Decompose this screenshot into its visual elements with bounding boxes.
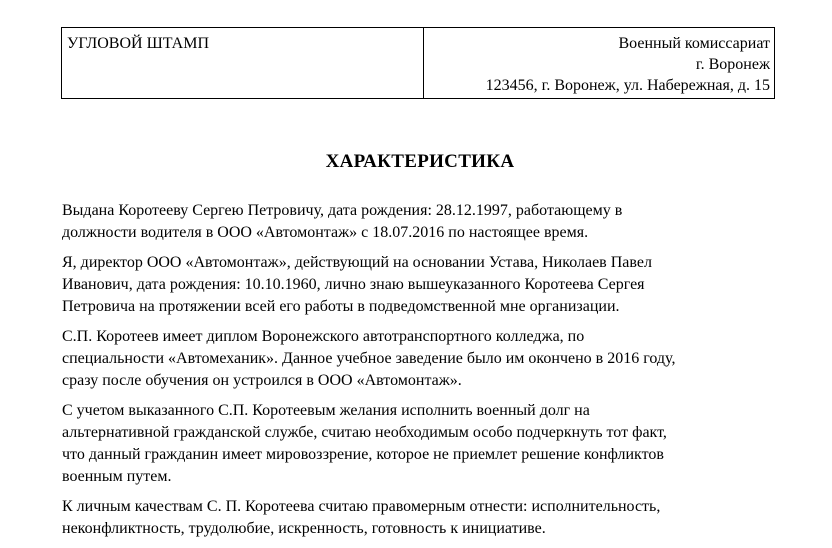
text-line: специальности «Автомеханик». Данное учебное заведение было им окончено в 2016 году, (62, 350, 676, 367)
text-line: неконфликтность, трудолюбие, искренность, готовность к инициативе. (62, 520, 546, 537)
text-line: военным путем. (62, 468, 172, 485)
recipient-address-cell (424, 28, 775, 99)
paragraph-issued-to (62, 200, 782, 244)
text-line: альтернативной гражданской службе, считаю необходимым особо подчеркнуть тот факт, (62, 424, 667, 441)
text-line: Петровича на протяжении всей его работы в подведомственной мне организации. (62, 298, 620, 315)
corner-stamp-cell (62, 28, 424, 99)
text-line: что данный гражданин имеет мировоззрение, которое не приемлет решение конфликтов (62, 446, 664, 463)
text-line: К личным качествам С. П. Коротеева считаю правомерным отнести: исполнительность, (62, 498, 661, 515)
text-line: Выдана Коротееву Сергею Петровичу, дата рождения: 28.12.1997, работающему в (62, 202, 623, 219)
header-table (61, 27, 775, 99)
corner-stamp-label: УГЛОВОЙ ШТАМП (67, 35, 210, 52)
text-line: должности водителя в ООО «Автомонтаж» с 18.07.2016 по настоящее время. (62, 224, 589, 241)
text-line: Иванович, дата рождения: 10.10.1960, лично знаю вышеуказанного Коротеева Сергея (62, 276, 645, 293)
recipient-line: 123456, г. Воронеж, ул. Набережная, д. 15 (485, 77, 770, 94)
recipient-line: г. Воронеж (695, 56, 770, 73)
paragraph-personal-qualities (62, 496, 782, 540)
text-line: Я, директор ООО «Автомонтаж», действующий на основании Устава, Николаев Павел (62, 254, 652, 271)
text-line: С учетом выказанного С.П. Коротеевым желания исполнить военный долг на (62, 402, 590, 419)
text-line: С.П. Коротеев имеет диплом Воронежского автотранспортного колледжа, по (62, 328, 585, 345)
paragraph-education (62, 326, 782, 392)
paragraph-alternative-service (62, 400, 782, 488)
document-title: ХАРАКТЕРИСТИКА (325, 151, 515, 172)
document-body (62, 200, 782, 548)
recipient-line: Военный комиссариат (618, 35, 770, 52)
text-line: сразу после обучения он устроился в ООО «Автомонтаж». (62, 372, 462, 389)
paragraph-director-statement (62, 252, 782, 318)
